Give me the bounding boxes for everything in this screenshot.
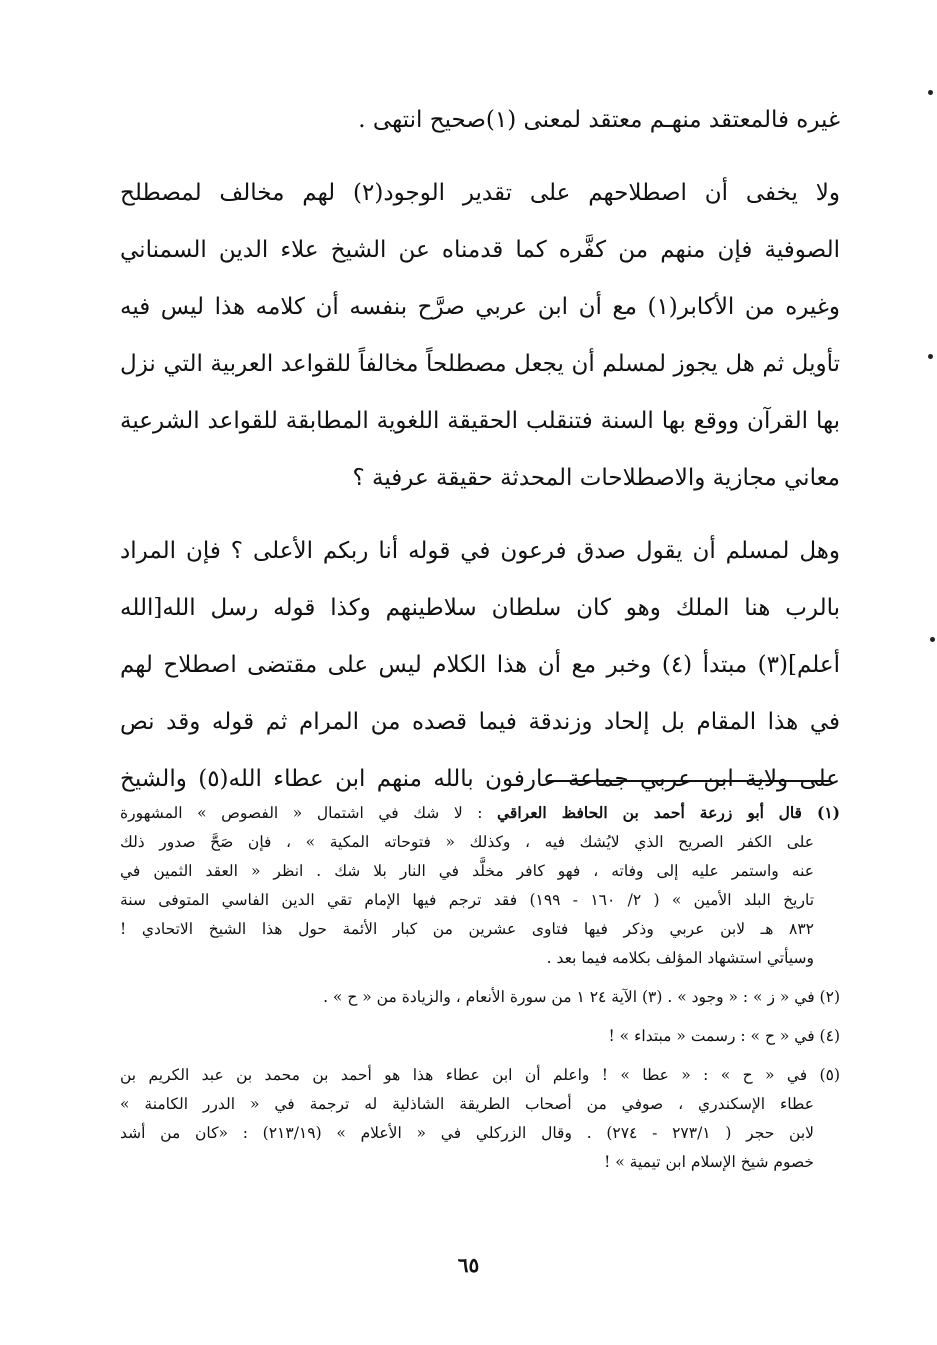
text-line: على ولاية ابن عربي جماعة عارفون بالله منهم ابن عطاء الله(٥) والشيخ: [120, 766, 840, 792]
footnote-1-text: : لا شك في اشتمال « الفصوص » المشهورة: [120, 804, 498, 822]
footnote-line: عنه واستمر عليه إلى وفاته ، فهو كافر مخلَّد في النار بلا شك . انظر « العقد الثمين في: [120, 862, 814, 880]
text-line: بالرب هنا الملك وهو كان سلطان سلاطينهم وكذا قوله رسل الله[الله: [120, 595, 840, 621]
text-line: غيره فالمعتقد منهـم معتقد لمعنى (١)صحيح انتهى .: [358, 107, 840, 133]
footnote-line: على الكفر الصريح الذي لايُشك فيه ، وكذلك « فتوحاته المكية » ، فإن صَحَّ صدور ذلك: [120, 833, 814, 851]
text-line: بها القرآن ووقع بها السنة فتنقلب الحقيقة اللغوية المطابقة للقواعد الشرعية: [120, 408, 840, 434]
margin-dot: [928, 354, 933, 359]
footnote-1-label: (١) قال: [778, 803, 840, 822]
footnote-line: خصوم شيخ الإسلام ابن تيمية » !: [604, 1153, 814, 1171]
margin-dot: [928, 90, 933, 95]
text-line: وهل لمسلم أن يقول صدق فرعون في قوله أنا ربكم الأعلى ؟ فإن المراد: [120, 538, 840, 564]
footnote-line: تاريخ البلد الأمين » ( ٢/ ١٦٠ - ١٩٩) فقد ترجم فيها الإمام تقي الدين الفاسي المتوفى سنة: [120, 891, 815, 909]
footnote-1-first-line: [120, 798, 840, 828]
text-line: معاني مجازية والاصطلاحات المحدثة حقيقة عرفية ؟: [352, 465, 840, 491]
footnote-4: (٤) في « ح » : رسمت « مبتداء » !: [608, 1027, 840, 1045]
footnote-divider: [548, 780, 830, 782]
footnote-line: عطاء الإسكندري ، صوفي من أصحاب الطريقة الشاذلية له ترجمة في « الدرر الكامنة »: [120, 1095, 814, 1113]
text-line: أعلم](٣) مبتدأ (٤) وخبر مع أن هذا الكلام ليس على مقتضى اصطلاح لهم: [120, 652, 840, 678]
footnote-5-first-line: (٥) في « ح » : « عطا » ! واعلم أن ابن عطاء هذا هو أحمد بن محمد بن عبد الكريم بن: [120, 1066, 840, 1084]
footnote-2-3: (٢) في « ز » : « وجود » . (٣) الآية ٢٤ ١ من سورة الأنعام ، والزيادة من « ح » .: [323, 988, 840, 1006]
page-number: ٦٥: [457, 1253, 480, 1277]
text-line: وغيره من الأكابر(١) مع أن ابن عربي صرَّح بنفسه أن كلامه هذا ليس فيه: [120, 294, 841, 320]
text-line: تأويل ثم هل يجوز لمسلم أن يجعل مصطلحاً مخالفاً للقواعد العربية التي نزل: [120, 351, 840, 377]
main-text: [120, 92, 840, 808]
text-line: الصوفية فإن منهم من كفَّره كما قدمناه عن الشيخ علاء الدين السمناني: [120, 237, 840, 263]
footnote-1-author: أبو زرعة أحمد بن الحافظ العراقي: [497, 803, 764, 822]
footnote-line: وسيأتي استشهاد المؤلف بكلامه فيما بعد .: [546, 949, 814, 967]
margin-dot: [930, 637, 935, 642]
footnote-line: لابن حجر ( ٢٧٣/١ - ٢٧٤) . وقال الزركلي في « الأعلام » (٢١٣/١٩) : «كان من أشد: [120, 1124, 814, 1142]
text-line: في هذا المقام بل إلحاد وزندقة فيما قصده من المرام ثم قوله وقد نص: [120, 709, 840, 735]
footnotes: [120, 798, 840, 1177]
footnote-line: ٨٣٢ هـ لابن عربي وذكر فيها فتاوى عشرين من كبار الأئمة حول هذا الشيخ الاتحادي !: [120, 920, 814, 938]
text-line: ولا يخفى أن اصطلاحهم على تقدير الوجود(٢) لهم مخالف لمصطلح: [120, 180, 840, 206]
